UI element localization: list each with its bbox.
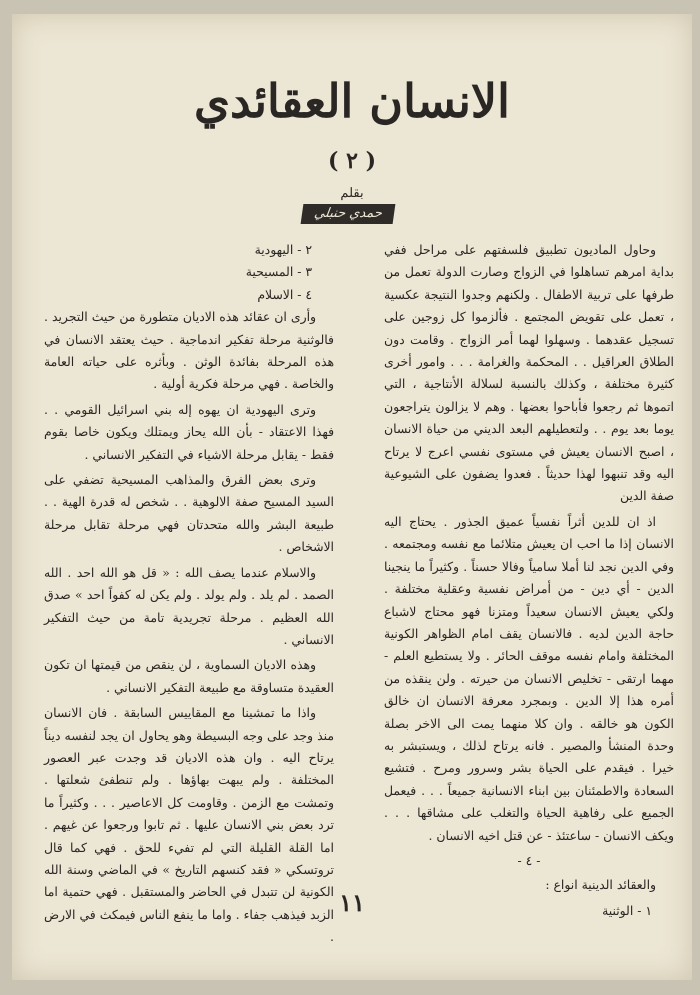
section-mark: - ٤ - bbox=[517, 852, 541, 868]
list-item: ٣ - المسيحية bbox=[245, 264, 312, 280]
list-item: ٤ - الاسلام bbox=[257, 286, 312, 302]
paragraph: اذ ان للدين أثراً نفسياً عميق الجذور . يحتاج اليه الانسان إذا ما احب ان يعيش متلائما مع نفسه ومجتمعه . وفي الدين نجد لنا أملا سامياً وفالا حسناً . وكثيراً ما ينجينا الدين - أي دين - من أمراض نفسية وعقلية مختلفة . ولكي يعيش الانسان سعيداً ومتزنا فهو محتاج لاشباع حاجة الدين لديه . فالانسان يقف امام الظواهر الكونية المختلفة وامام نفسه موقف الحائر . ولا يستطيع العلم - مهما ارتقى - تخليص الانسان من حيرته . ولن ينقذه من أمره هذا إلا الدين . وبمجرد معرفة الانسان ان خالق الكون هو خالقه . وان كلا منهما يمت الى الاخر بصلة وحدة المنشأ والمصير . فانه يرتاح لذلك ، ويستبشر به خيرا . فيقدم على الحياة بشر وسرور ومرح . فتشيع السعادة والاطمئنان بين ابناء الانسانية جميعاً . . . فيعمل الجميع على رفاهية الحياة والتغلب على مشاقها . . . ويكف الانسان - ساعتئذ - عن قتل اخيه الانسان . bbox=[384, 513, 674, 843]
list-item: ٢ - اليهودية bbox=[254, 242, 312, 257]
part-number: ( ٢ ) bbox=[328, 148, 376, 174]
list-item: ١ - الوثنية bbox=[602, 902, 652, 918]
paragraph: واذا ما تمشينا مع المقاييس السابقة . فان الانسان منذ وجد على وجه البسيطة وهو يحاول ان يجد لنفسه ديناً يرتاح اليه . وان هذه الاديان قد وجدت عبر العصور المختلفة . ولم يبهت بهاؤها . ولم تنطفئ شعلتها . وتمشت مع الزمن . وقاومت كل الاعاصير . . . وكثيراً ما ترد بعض بني الانسان عليها . ثم تابوا ورجعوا عن غيهم . اما القلة القليلة التي لم تفيء للحق . فهي كما قال تروتسكي « فقد كنسهم التاريخ » في الماضي وسنة الله الكونية لن تتبدل في الحاضر والمستقبل . فهي حتمية اما الزبد فيذهب جفاء . واما ما ينفع الناس فيمكث في الارض . bbox=[44, 705, 334, 945]
right-column bbox=[384, 239, 674, 922]
paragraph: وأرى ان عقائد هذه الاديان متطورة من حيث التجريد . فالوثنية مرحلة تفكير اندماجية . حيث يعتقد الانسان في هذه المرحلة بفائدة الوثن . وبأثره على حياته العامة والخاصة . فهي مرحلة فكرية أولية . bbox=[44, 309, 334, 392]
article-title: الانسان العقائدي bbox=[194, 74, 510, 128]
byline-label: بقلم bbox=[340, 186, 364, 201]
left-column bbox=[44, 239, 334, 952]
paragraph: والعقائد الدينية انواع : bbox=[545, 877, 656, 893]
paragraph: والاسلام عندما يصف الله : « قل هو الله احد . الله الصمد . لم يلد . ولم يولد . ولم يكن له كفواً احد » صدق الله العظيم . مرحلة تجريدية تامة من حيث التفكير الانساني . bbox=[44, 564, 334, 647]
magazine-page bbox=[12, 14, 692, 980]
paragraph: وهذه الاديان السماوية ، لن ينقص من قيمتها ان تكون العقيدة متساوقة مع طبيعة التفكير الانساني . bbox=[44, 657, 334, 695]
paragraph: وحاول الماديون تطبيق فلسفتهم على مراحل ففي بداية امرهم تساهلوا في الزواج وصارت الدولة تعمل من طرفها على تربية الاطفال . ولكنهم وجدوا النتيجة عكسية ، تعمل على تقويض المجتمع . فألزموا كل زوجين على تسجيل عقدهما . وسهلوا لهما أمر الزواج . وقامت دون الطلاق العراقيل . . المحكمة والغرامة . . . وامور أخرى كثيرة مختلفة ، وكذلك بالنسبة لسلالة الأنتاجية ، التي اتموها ثم رجعوا فأباحوا بعضها . وهم لا يزالون يتراجعون يوما بعد يوم . . ولتعطيلهم البعد الديني من حياة الانسان ، اصبح الانسان يعيش في مستوى نفسي اعرج لا يرتاح اليه وقد تنبهوا لهذا حديثاً . فعدوا يضفون على الشيوعية صفة الدين bbox=[384, 242, 674, 504]
page-number: ١١ bbox=[339, 888, 365, 917]
author-name: حمدي حنبلي bbox=[301, 204, 396, 224]
paragraph: وترى اليهودية ان يهوه إله بني اسرائيل القومي . . فهذا الاعتقاد - بأن الله يحاز ويمتلك ويكون خاصا بقوم فقط - يقابل مرحلة الاشياء في التفكير الانساني . bbox=[44, 401, 334, 462]
paragraph: وترى بعض الفرق والمذاهب المسيحية تضفي على السيد المسيح صفة الالوهية . . شخص له قدرة الهية . . طبيعة البشر والله متحدتان فهي مرحلة تقابل مرحلة الاشخاص . bbox=[44, 472, 334, 555]
